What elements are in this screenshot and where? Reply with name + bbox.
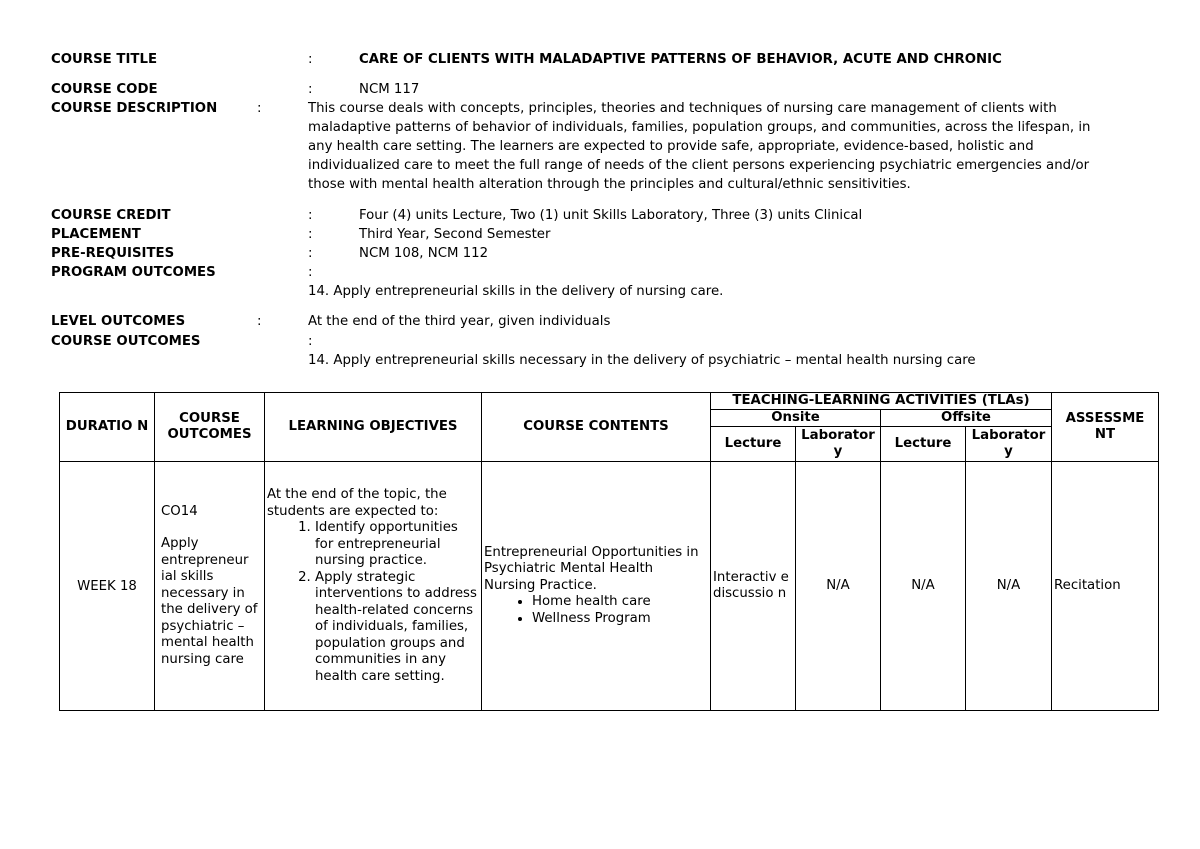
course-outcomes-label: COURSE OUTCOMES bbox=[51, 334, 201, 349]
course-description-line: This course deals with concepts, principles, theories and techniques of nursing care management of clients with bbox=[308, 101, 1057, 116]
course-contents-header: COURSE CONTENTS bbox=[482, 393, 711, 462]
course-description-line: any health care setting. The learners are expected to provide safe, appropriate, evidence-based, holistic and bbox=[308, 139, 1034, 154]
learning-objectives-cell bbox=[265, 462, 482, 711]
course-code-label: COURSE CODE bbox=[51, 82, 158, 97]
course-description-line: maladaptive patterns of behavior of individuals, families, population groups, and communities, across the lifespan, in bbox=[308, 120, 1091, 135]
program-outcomes-colon: : bbox=[308, 265, 313, 280]
course-description-line: individualized care to meet the full range of needs of the client persons experiencing psychiatric emergencies and/or bbox=[308, 158, 1090, 173]
program-outcome-item: 14. Apply entrepreneurial skills in the delivery of nursing care. bbox=[308, 284, 724, 299]
outcome-code: CO14 bbox=[161, 503, 198, 519]
list-item: 2. Apply strategic interventions to address health-related concerns of individuals, families, population groups and communities in any health care setting. bbox=[315, 570, 479, 686]
course-title-value: CARE OF CLIENTS WITH MALADAPTIVE PATTERNS OF BEHAVIOR, ACUTE AND CHRONIC bbox=[359, 52, 1002, 67]
level-outcomes-colon: : bbox=[257, 314, 262, 329]
offsite-lecture-cell: N/A bbox=[881, 462, 966, 711]
duration-cell: WEEK 18 bbox=[60, 462, 155, 711]
level-outcomes-label: LEVEL OUTCOMES bbox=[51, 314, 186, 329]
offsite-lab-header: Laborator y bbox=[966, 427, 1052, 462]
course-outcome-item: 14. Apply entrepreneurial skills necessary in the delivery of psychiatric – mental health nursing care bbox=[308, 353, 976, 368]
course-credit-value: Four (4) units Lecture, Two (1) unit Skills Laboratory, Three (3) units Clinical bbox=[359, 208, 863, 223]
offsite-header: Offsite bbox=[881, 410, 1052, 427]
onsite-lab-cell: N/A bbox=[796, 462, 881, 711]
placement-colon: : bbox=[308, 227, 313, 242]
course-code-value: NCM 117 bbox=[359, 82, 420, 97]
assessment-header: ASSESSME NT bbox=[1052, 393, 1159, 462]
table-row bbox=[60, 462, 1159, 711]
course-credit-colon: : bbox=[308, 208, 313, 223]
course-description-text bbox=[308, 99, 1158, 194]
offsite-lab-cell: N/A bbox=[966, 462, 1052, 711]
course-plan-table bbox=[59, 392, 1159, 711]
list-item: • Home health care bbox=[532, 594, 708, 611]
placement-label: PLACEMENT bbox=[51, 227, 141, 242]
course-title-colon: : bbox=[308, 52, 313, 67]
course-credit-label: COURSE CREDIT bbox=[51, 208, 171, 223]
offsite-lecture-header: Lecture bbox=[881, 427, 966, 462]
contents-intro: Entrepreneurial Opportunities in Psychiatric Mental Health Nursing Practice. bbox=[484, 544, 699, 593]
course-outcome-cell bbox=[155, 462, 265, 711]
objectives-intro: At the end of the topic, the students are expected to: bbox=[267, 487, 447, 519]
onsite-lab-header: Laborator y bbox=[796, 427, 881, 462]
duration-header: DURATIO N bbox=[60, 393, 155, 462]
assessment-cell: Recitation bbox=[1052, 462, 1159, 711]
course-description-line: those with mental health alteration through the principles and cultural/ethnic sensitivities. bbox=[308, 177, 911, 192]
program-outcomes-label: PROGRAM OUTCOMES bbox=[51, 265, 216, 280]
course-description-label: COURSE DESCRIPTION bbox=[51, 101, 218, 116]
onsite-lecture-header: Lecture bbox=[711, 427, 796, 462]
prerequisites-value: NCM 108, NCM 112 bbox=[359, 246, 489, 261]
onsite-header: Onsite bbox=[711, 410, 881, 427]
outcome-text: Apply entrepreneur ial skills necessary in the delivery of psychiatric – mental health nursing care bbox=[161, 536, 258, 667]
table-header-row bbox=[60, 393, 1159, 410]
onsite-lecture-cell: Interactiv e discussio n bbox=[711, 462, 796, 711]
course-contents-cell bbox=[482, 462, 711, 711]
list-item: 1. Identify opportunities for entrepreneurial nursing practice. bbox=[315, 520, 479, 570]
course-outcomes-header: COURSE OUTCOMES bbox=[155, 393, 265, 462]
course-title-label: COURSE TITLE bbox=[51, 52, 158, 67]
course-outcomes-colon: : bbox=[308, 334, 313, 349]
tla-header: TEACHING-LEARNING ACTIVITIES (TLAs) bbox=[711, 393, 1052, 410]
placement-value: Third Year, Second Semester bbox=[359, 227, 551, 242]
learning-objectives-header: LEARNING OBJECTIVES bbox=[265, 393, 482, 462]
level-outcomes-value: At the end of the third year, given individuals bbox=[308, 314, 611, 329]
prerequisites-colon: : bbox=[308, 246, 313, 261]
course-description-colon: : bbox=[257, 101, 262, 116]
list-item: • Wellness Program bbox=[532, 611, 708, 628]
prerequisites-label: PRE-REQUISITES bbox=[51, 246, 175, 261]
course-code-colon: : bbox=[308, 82, 313, 97]
